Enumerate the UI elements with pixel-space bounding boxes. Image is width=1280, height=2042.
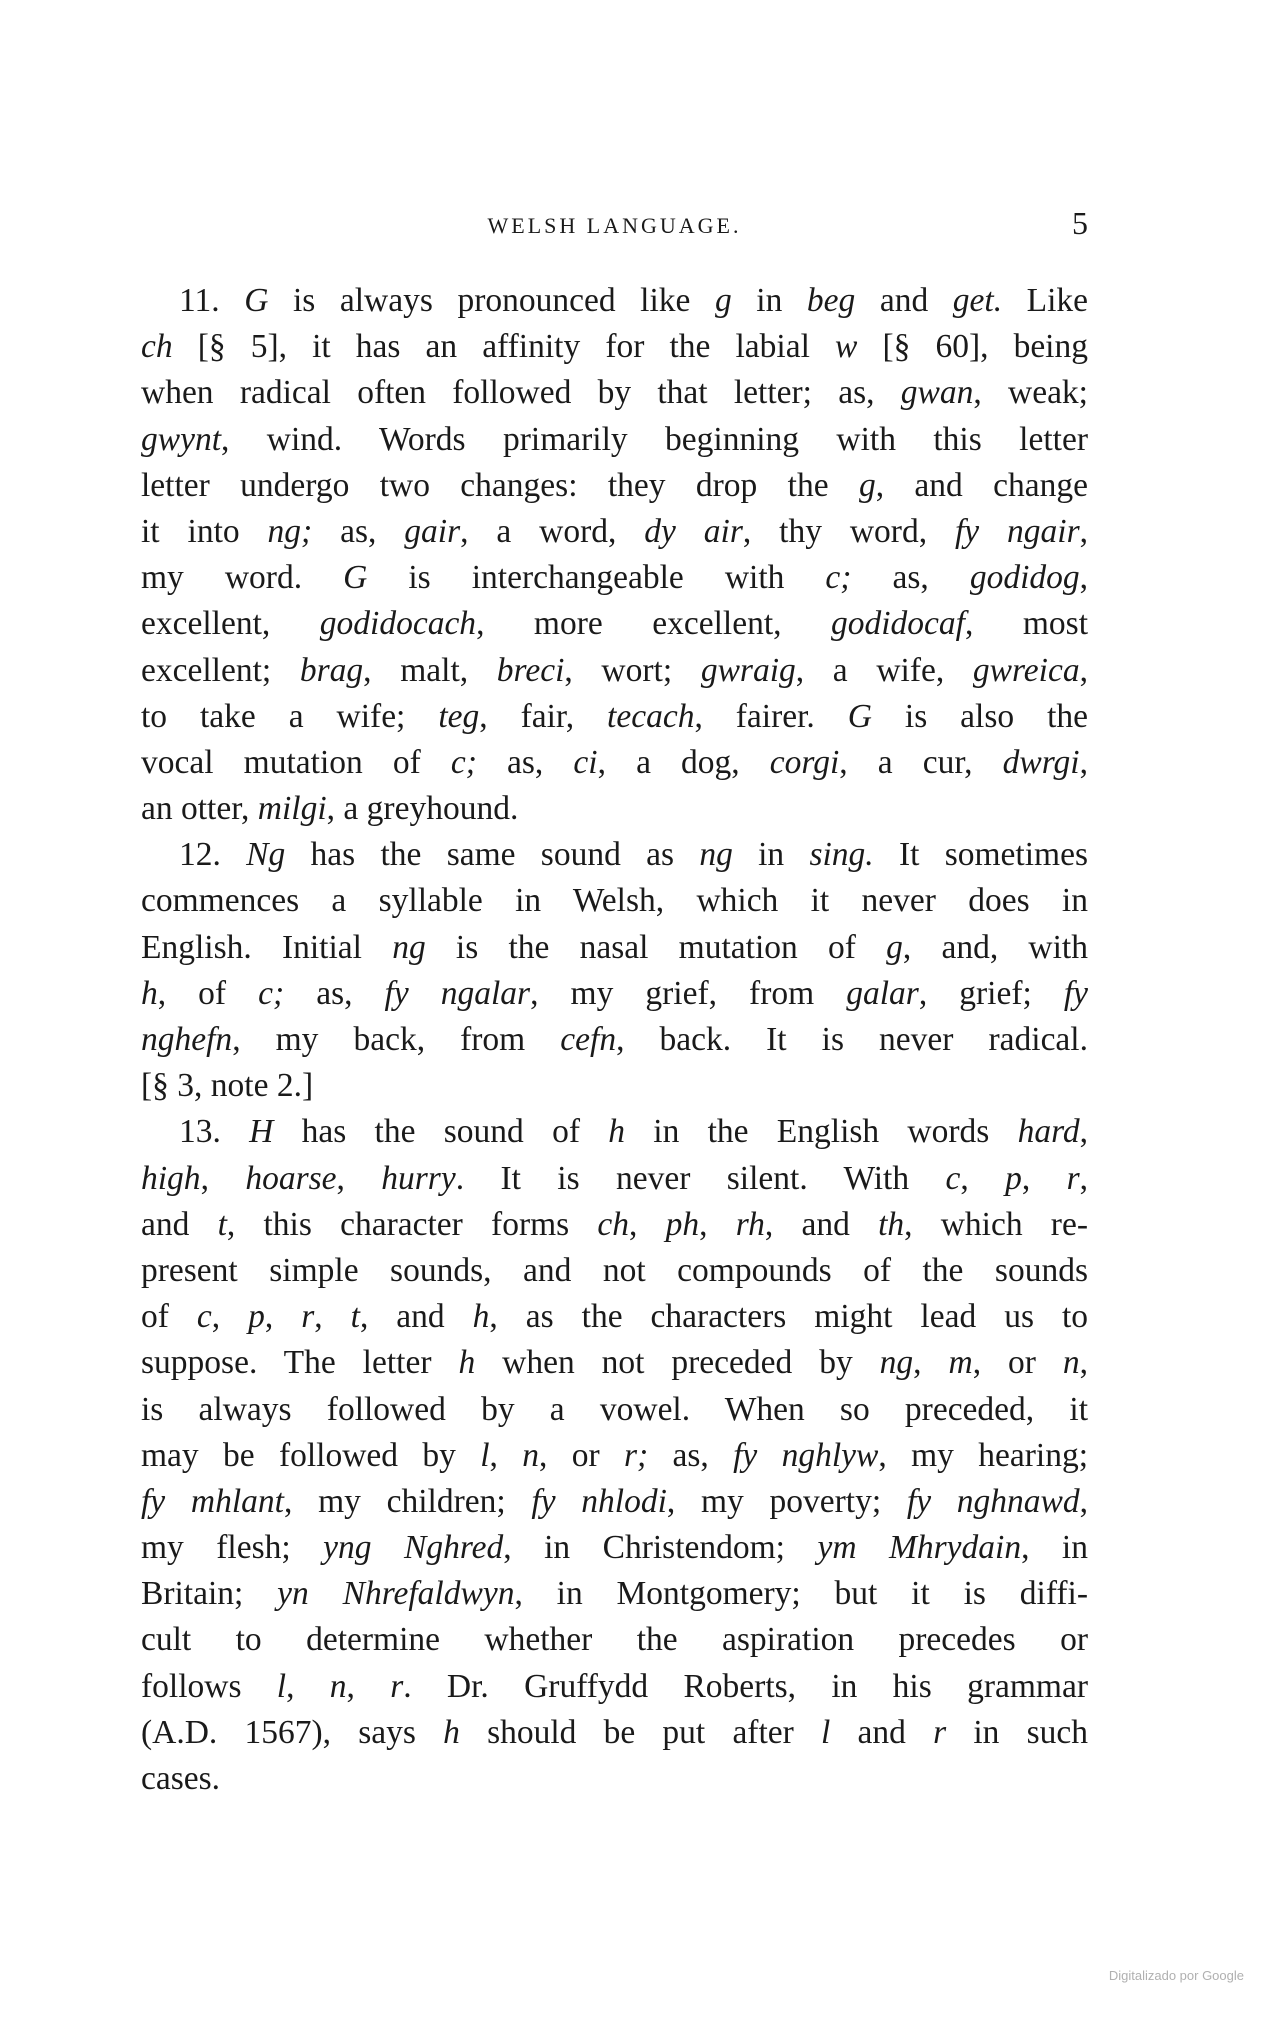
text-segment: ,	[1079, 559, 1088, 597]
text-segment: Like	[1002, 282, 1089, 319]
text-segment: , wind. Words primarily beginning with this letter	[221, 420, 1088, 458]
text-line	[141, 278, 1088, 324]
italic-term: dy air	[644, 512, 743, 550]
italic-term: beg	[806, 282, 856, 319]
text-segment: present simple sounds, and not compounds of the sounds	[141, 1251, 1088, 1289]
page-header	[141, 205, 1088, 245]
italic-term: hoarse	[245, 1159, 337, 1197]
text-segment: , my hearing;	[878, 1436, 1088, 1474]
italic-term: fy nhlodi	[531, 1482, 667, 1520]
text-segment: as,	[312, 512, 405, 550]
text-segment: , and	[764, 1205, 879, 1243]
text-segment: and	[141, 1205, 218, 1243]
text-segment: it into	[141, 512, 268, 550]
italic-term: gwraig	[700, 651, 796, 689]
text-line	[141, 878, 1088, 924]
text-segment: of	[141, 1298, 197, 1336]
italic-term: fy ngair	[954, 512, 1080, 550]
text-segment: , and, with	[902, 928, 1088, 966]
text-segment: ,	[1079, 1113, 1089, 1151]
text-segment: follows	[141, 1667, 277, 1705]
text-line	[141, 1525, 1088, 1571]
text-segment: ,	[336, 1159, 382, 1197]
text-segment: ,	[960, 1159, 1006, 1197]
text-line	[141, 1063, 1088, 1109]
italic-term: yng Nghred	[323, 1529, 504, 1567]
italic-term: nghefn	[141, 1021, 233, 1058]
italic-term: ch	[141, 328, 173, 366]
text-segment: is also the	[871, 697, 1088, 735]
text-segment: my word.	[141, 559, 344, 597]
digitization-watermark: Digitalizado por Google	[1108, 1968, 1244, 1983]
text-segment: has the sound of	[273, 1113, 609, 1151]
text-line	[141, 1248, 1088, 1294]
italic-term: hard	[1017, 1113, 1080, 1151]
text-segment: (A.D. 1567), says	[141, 1713, 444, 1751]
text-line	[141, 1017, 1088, 1063]
text-segment: [§ 3, note 2.]	[141, 1067, 314, 1105]
text-segment: , my back, from	[232, 1021, 561, 1058]
text-segment: may be followed by	[141, 1436, 481, 1474]
text-segment: , in	[1021, 1529, 1088, 1567]
italic-term: fy nghlyw	[733, 1436, 879, 1474]
italic-term: G	[847, 697, 872, 735]
text-segment: ,	[1021, 1159, 1067, 1197]
italic-term: h	[443, 1713, 460, 1751]
italic-term: milgi	[257, 790, 327, 828]
italic-term: tecach	[607, 697, 695, 735]
text-segment: , malt,	[363, 651, 497, 689]
text-segment: , in Christendom;	[503, 1529, 818, 1567]
text-line	[141, 694, 1088, 740]
text-segment: ,	[1079, 512, 1089, 550]
italic-term: p	[1005, 1159, 1022, 1197]
text-line	[141, 1387, 1088, 1433]
text-segment: ,	[1079, 1344, 1088, 1382]
text-segment: excellent,	[141, 605, 320, 643]
text-segment: an otter,	[141, 790, 258, 828]
text-segment: , more excellent,	[476, 605, 831, 643]
text-line	[141, 417, 1088, 463]
italic-term: teg	[438, 697, 480, 735]
italic-term: yn Nhrefaldwyn	[277, 1575, 515, 1613]
text-line	[141, 1710, 1088, 1756]
page-body-text	[141, 278, 1088, 1802]
text-segment: , as the characters might lead us to	[489, 1298, 1089, 1336]
italic-term: l	[276, 1667, 287, 1705]
italic-term: get.	[952, 282, 1003, 319]
italic-term: ng	[699, 836, 733, 874]
text-segment: , a dog,	[597, 743, 770, 781]
italic-term: ci	[573, 743, 598, 781]
italic-term: n	[329, 1667, 347, 1705]
text-segment: in such	[946, 1713, 1089, 1751]
text-line	[141, 1294, 1088, 1340]
italic-term: c	[945, 1159, 961, 1197]
italic-term: gwreica	[972, 651, 1080, 689]
text-line	[141, 370, 1088, 416]
text-line	[141, 832, 1088, 878]
text-segment: ,	[1079, 1482, 1089, 1520]
italic-term: fy mhlant	[141, 1482, 284, 1520]
text-segment: , weak;	[973, 374, 1088, 412]
text-segment: in	[732, 836, 810, 874]
text-segment: in	[731, 282, 807, 319]
text-line	[141, 1109, 1088, 1155]
italic-term: r;	[623, 1436, 649, 1474]
text-segment: ,	[264, 1298, 302, 1336]
italic-term: ng	[392, 928, 426, 966]
italic-term: hurry	[381, 1159, 456, 1197]
italic-term: breci	[496, 651, 565, 689]
italic-term: godidog	[969, 559, 1080, 597]
italic-term: fy nghnawd	[906, 1482, 1080, 1520]
italic-term: cefn	[560, 1021, 617, 1058]
italic-term: l	[821, 1713, 831, 1751]
text-segment: ,	[1079, 651, 1088, 689]
italic-term: l	[480, 1436, 490, 1474]
text-segment: , a cur,	[839, 743, 1003, 781]
text-segment: and	[855, 282, 953, 319]
italic-term: w	[835, 328, 858, 366]
text-line	[141, 1479, 1088, 1525]
text-segment: , my poverty;	[666, 1482, 907, 1520]
text-line	[141, 740, 1088, 786]
italic-term: t	[350, 1298, 360, 1336]
text-segment: , my grief, from	[530, 974, 847, 1012]
text-segment: ,	[346, 1667, 391, 1705]
italic-term: g	[886, 928, 903, 966]
text-segment: my flesh;	[141, 1529, 324, 1567]
italic-term: t	[217, 1205, 227, 1243]
text-segment: ,	[699, 1205, 736, 1243]
italic-term: H	[249, 1113, 274, 1151]
italic-term: n	[1062, 1344, 1080, 1382]
text-line	[141, 786, 1088, 832]
italic-term: gwan	[900, 374, 974, 412]
italic-term: c	[196, 1298, 212, 1336]
italic-term: n	[522, 1436, 539, 1474]
text-segment: English. Initial	[141, 928, 393, 966]
text-segment: as,	[284, 974, 385, 1012]
italic-term: th	[878, 1205, 905, 1243]
italic-term: r	[933, 1713, 947, 1751]
text-segment: [§ 5], it has an affinity for the labial	[172, 328, 835, 366]
text-segment: , or	[972, 1344, 1063, 1382]
italic-term: h	[472, 1298, 490, 1336]
text-segment: in the English words	[625, 1113, 1018, 1151]
text-segment: letter undergo two changes: they drop the	[141, 466, 859, 504]
text-segment: , fairer.	[694, 697, 848, 735]
italic-term: c;	[825, 559, 852, 597]
text-segment: suppose. The letter	[141, 1344, 459, 1382]
text-line	[141, 1433, 1088, 1479]
text-segment: , most	[964, 605, 1088, 643]
text-segment: , or	[539, 1436, 624, 1474]
text-segment: is always followed by a vowel. When so preceded, it	[141, 1390, 1088, 1428]
italic-term: gair	[404, 512, 461, 550]
running-title: WELSH LANGUAGE.	[487, 213, 742, 238]
text-segment: ,	[314, 1298, 351, 1336]
text-segment: is the nasal mutation of	[425, 928, 887, 966]
italic-term: corgi	[769, 743, 840, 781]
text-line	[141, 971, 1088, 1017]
text-segment: , this character forms	[226, 1205, 598, 1243]
italic-term: g	[714, 282, 732, 319]
italic-term: ph	[665, 1205, 700, 1243]
italic-term: c;	[450, 743, 477, 781]
text-segment: , fair,	[479, 697, 608, 735]
text-segment: ,	[286, 1667, 330, 1705]
italic-term: dwrgi	[1002, 743, 1080, 781]
text-segment: ,	[1079, 743, 1088, 781]
text-segment: , and	[359, 1298, 473, 1336]
italic-term: fy ngalar	[384, 974, 531, 1012]
italic-term: rh	[735, 1205, 765, 1243]
text-line	[141, 601, 1088, 647]
text-segment: , of	[157, 974, 259, 1012]
text-line	[141, 648, 1088, 694]
italic-term: g	[858, 466, 876, 504]
text-segment: ,	[629, 1205, 666, 1243]
italic-term: Ng	[246, 836, 286, 874]
text-line	[141, 1756, 1088, 1802]
italic-term: h	[141, 974, 158, 1012]
italic-term: gwynt	[141, 420, 222, 458]
italic-term: p	[248, 1298, 265, 1336]
italic-term: ch	[597, 1205, 630, 1243]
italic-term: r	[301, 1298, 315, 1336]
page-number: 5	[1072, 205, 1088, 241]
text-segment: commences a syllable in Welsh, which it never does in	[141, 882, 1088, 920]
text-segment: ,	[1079, 1159, 1089, 1197]
text-segment: , in Montgomery; but it is diffi-	[514, 1575, 1088, 1613]
text-segment: is always pronounced like	[268, 282, 715, 319]
text-segment: cases.	[141, 1760, 221, 1797]
text-segment: excellent;	[141, 651, 300, 689]
text-line	[141, 1617, 1088, 1663]
text-segment: to take a wife;	[141, 697, 439, 735]
text-segment: , back. It is never radical.	[616, 1021, 1088, 1058]
italic-term: ng;	[267, 512, 313, 550]
italic-term: r	[1066, 1159, 1080, 1197]
italic-term: galar	[846, 974, 919, 1012]
text-segment: ,	[489, 1436, 523, 1474]
text-segment: when not preceded by	[475, 1344, 880, 1382]
text-segment: , a greyhound.	[326, 790, 519, 828]
italic-term: ng	[879, 1344, 914, 1382]
italic-term: sing.	[809, 836, 874, 874]
text-segment: ,	[200, 1159, 246, 1197]
text-segment: 13.	[179, 1113, 250, 1151]
text-segment: . It is never silent. With	[455, 1159, 946, 1197]
text-segment: and	[830, 1713, 934, 1751]
text-segment: vocal mutation of	[141, 743, 451, 781]
text-line	[141, 1571, 1088, 1617]
text-segment: as,	[648, 1436, 734, 1474]
text-segment: should be put after	[459, 1713, 821, 1751]
text-segment: . Dr. Gruffydd Roberts, in his grammar	[403, 1667, 1088, 1705]
italic-term: high	[141, 1159, 201, 1197]
text-line	[141, 1664, 1088, 1710]
italic-term: ym Mhrydain	[817, 1529, 1022, 1567]
text-segment: 11.	[179, 282, 245, 319]
text-segment: , a word,	[460, 512, 645, 550]
text-segment: as,	[851, 559, 970, 597]
italic-term: G	[343, 559, 368, 597]
italic-term: c;	[258, 974, 285, 1012]
italic-term: fy	[1063, 974, 1089, 1012]
text-line	[141, 1202, 1088, 1248]
italic-term: godidocach	[319, 605, 477, 643]
italic-term: godidocaf	[831, 605, 965, 643]
text-segment: ,	[211, 1298, 249, 1336]
italic-term: h	[458, 1344, 476, 1382]
italic-term: r	[390, 1667, 404, 1705]
text-segment: , grief;	[918, 974, 1064, 1012]
text-segment: is interchangeable with	[367, 559, 826, 597]
italic-term: G	[244, 282, 269, 319]
text-segment: , a wife,	[795, 651, 973, 689]
text-segment: cult to determine whether the aspiration precedes or	[141, 1621, 1088, 1659]
text-line	[141, 1156, 1088, 1202]
text-line	[141, 324, 1088, 370]
text-line	[141, 463, 1088, 509]
text-segment: when radical often followed by that letter; as,	[141, 374, 901, 412]
text-segment: , my children;	[283, 1482, 532, 1520]
text-segment: , thy word,	[742, 512, 955, 550]
text-line	[141, 555, 1088, 601]
italic-term: brag	[299, 651, 364, 689]
text-segment: as,	[476, 743, 574, 781]
text-segment: , and change	[875, 466, 1088, 504]
text-segment: [§ 60], being	[857, 328, 1088, 366]
text-segment: , wort;	[564, 651, 701, 689]
text-line	[141, 1340, 1088, 1386]
text-segment: Britain;	[141, 1575, 278, 1613]
text-segment: 12.	[179, 836, 247, 874]
text-segment: , which re-	[904, 1205, 1088, 1243]
italic-term: h	[608, 1113, 625, 1151]
text-line	[141, 509, 1088, 555]
text-segment: It sometimes	[873, 836, 1088, 874]
text-segment: ,	[913, 1344, 949, 1382]
text-line	[141, 925, 1088, 971]
text-segment: has the same sound as	[285, 836, 700, 874]
italic-term: m	[948, 1344, 973, 1382]
